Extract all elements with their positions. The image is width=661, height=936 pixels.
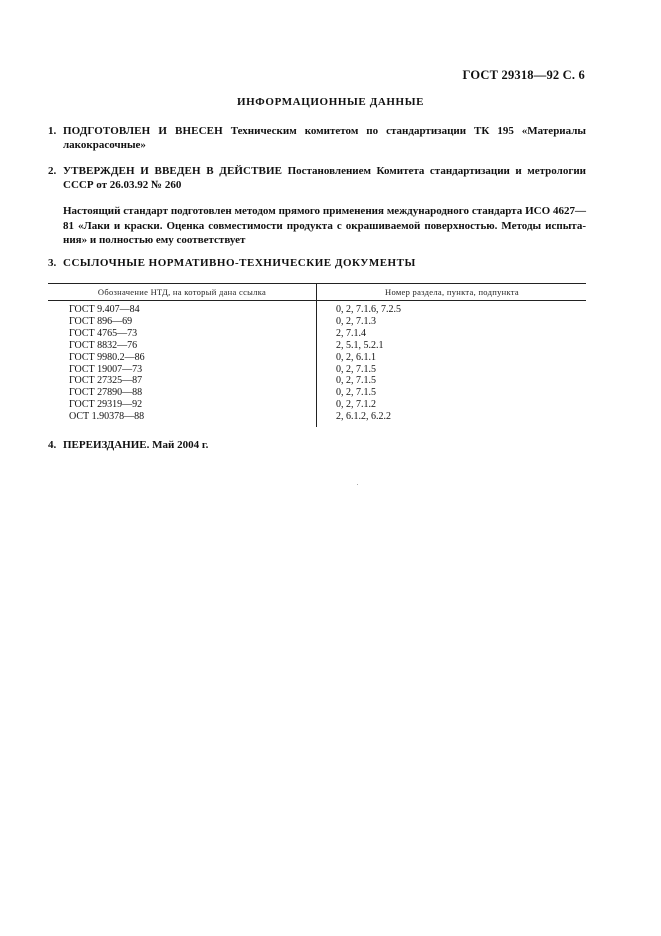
scan-speck [357, 484, 358, 485]
table-cell-sections: 2, 6.1.2, 6.2.2 [336, 411, 391, 423]
section-body [63, 124, 586, 152]
table-cell-sections: 0, 2, 7.1.5 [336, 387, 376, 399]
section-body [63, 164, 586, 192]
section-title: ПЕРЕИЗДАНИЕ. Май 2004 г. [63, 439, 209, 451]
table-cell-designation: ГОСТ 27890—88 [69, 387, 143, 399]
table-cell-sections: 0, 2, 7.1.5 [336, 363, 376, 375]
section-1 [48, 124, 586, 152]
table-column-sections [336, 304, 401, 423]
table-column-divider [316, 283, 317, 427]
reference-table [48, 283, 586, 427]
section-lead: УТВЕРЖДЕН И ВВЕДЕН В ДЕЙСТВИЕ [63, 165, 283, 177]
section-number: 2. [48, 165, 57, 177]
table-header-rule [48, 300, 586, 301]
table-cell-sections: 2, 5.1, 5.2.1 [336, 339, 384, 351]
table-cell-sections: 0, 2, 7.1.3 [336, 315, 376, 327]
table-cell-sections: 0, 2, 7.1.2 [336, 399, 376, 411]
table-cell-designation: ГОСТ 8832—76 [69, 339, 138, 351]
section-3 [48, 256, 586, 270]
table-column-designations [69, 304, 145, 423]
section-text: Постановлением Комитета стандартизации и метрологии СССР от 26.03.92 № 260 [63, 165, 586, 191]
table-cell-designation: ОСТ 1.90378—88 [69, 411, 145, 423]
document-title: ИНФОРМАЦИОННЫЕ ДАННЫЕ [236, 96, 425, 108]
table-cell-designation: ГОСТ 29319—92 [69, 399, 143, 411]
standard-note [63, 204, 586, 248]
table-cell-designation: ГОСТ 19007—73 [69, 363, 143, 375]
table-cell-designation: ГОСТ 9980.2—86 [69, 351, 145, 363]
table-cell-designation: ГОСТ 9.407—84 [69, 304, 140, 315]
section-number: 1. [48, 125, 57, 137]
section-2 [48, 164, 586, 192]
section-4 [48, 438, 586, 452]
section-number: 3. [48, 257, 57, 269]
table-cell-sections: 0, 2, 6.1.1 [336, 351, 376, 363]
note-text: Настоящий стандарт подготовлен методом прямого применения международного стандарта ИСО 4627—81 «Лаки и краски. Оценка совместимости продукта с окрашиваемой поверхностью. Методы испыта-ния» и полностью ему соответствует [63, 205, 586, 246]
table-top-rule [48, 283, 586, 284]
section-lead: ПОДГОТОВЛЕН И ВНЕСЕН [63, 125, 223, 137]
table-cell-sections: 0, 2, 7.1.5 [336, 375, 376, 387]
section-title: ССЫЛОЧНЫЕ НОРМАТИВНО-ТЕХНИЧЕСКИЕ ДОКУМЕНТЫ [63, 257, 416, 269]
section-number: 4. [48, 439, 57, 451]
table-cell-designation: ГОСТ 27325—87 [69, 375, 143, 387]
table-header-section: Номер раздела, пункта, подпункта [385, 287, 519, 297]
table-cell-sections: 2, 7.1.4 [336, 327, 366, 339]
page-header: ГОСТ 29318—92 С. 6 [462, 68, 585, 82]
table-cell-designation: ГОСТ 4765—73 [69, 327, 138, 339]
table-cell-designation: ГОСТ 896—69 [69, 315, 133, 327]
section-text: Техническим комитетом по стандартизации ТК 195 «Материалы лакокрасочные» [63, 125, 586, 151]
table-header-designation: Обозначение НТД, на который дана ссылка [97, 287, 267, 297]
table-cell-sections: 0, 2, 7.1.6, 7.2.5 [336, 304, 401, 315]
